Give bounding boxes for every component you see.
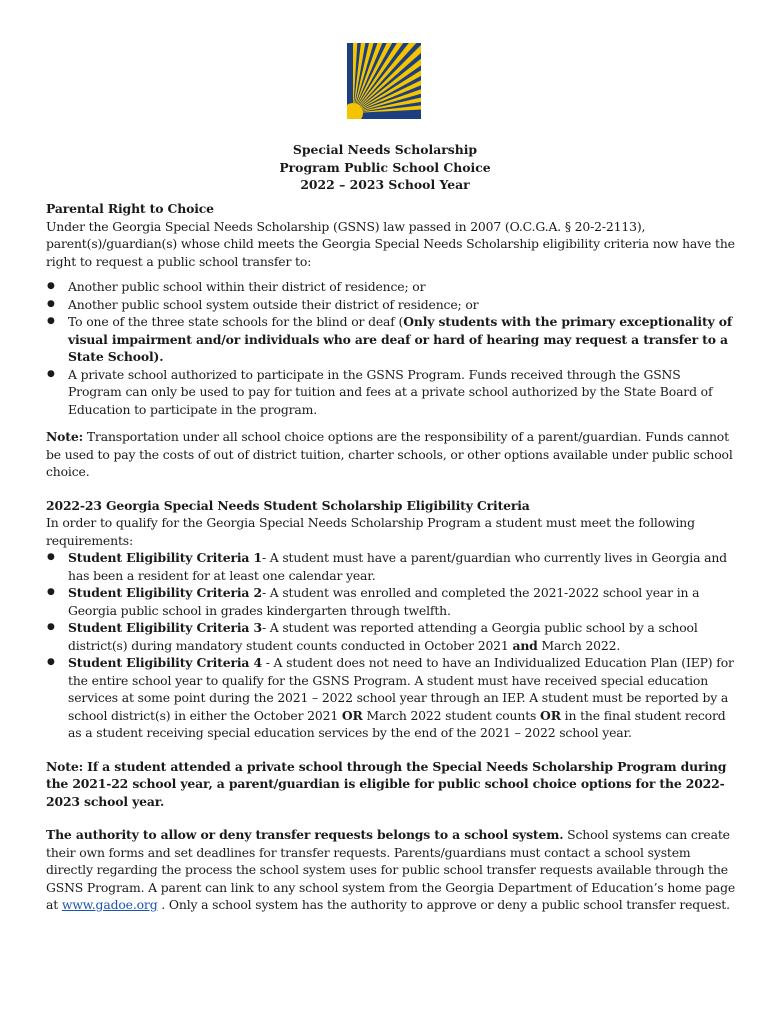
list-item: ● Student Eligibility Criteria 2- A student was enrolled and completed the 2021-2022 school year in a Georgia public school in grades kindergarten through twelfth. (46, 584, 736, 619)
eligibility-intro: In order to qualify for the Georgia Special Needs Scholarship Program a student must meet the following requirements: (46, 515, 695, 548)
parental-right-intro: Under the Georgia Special Needs Scholarship (GSNS) law passed in 2007 (O.C.G.A. § 20-2-2113), parent(s)/guardian(s) whose child meets the Georgia Special Needs Scholarship eligibility criteria now have the right to request a public school transfer to: (46, 218, 735, 269)
list-item: ● Student Eligibility Criteria 3- A student was reported attending a Georgia public school by a school district(s) during mandatory student counts conducted in October 2021 and March 2022. (46, 619, 736, 654)
list-item: ● A private school authorized to participate in the GSNS Program. Funds received through the GSNS Program can only be used to pay for tuition and fees at a private school authorized by the State Board of Education to participate in the program. (46, 366, 736, 419)
transfer-options-list (46, 278, 736, 418)
list-item: ● Another public school system outside their district of residence; or (46, 296, 736, 314)
document-body (46, 200, 736, 914)
document-title (0, 141, 770, 194)
georgia-doe-sunburst-logo (347, 43, 421, 119)
list-item: ● Student Eligibility Criteria 1- A student must have a parent/guardian who currently lives in Georgia and has been a resident for at least one calendar year. (46, 549, 736, 584)
gadoe-link[interactable]: www.gadoe.org (61, 897, 158, 912)
list-item: ● Student Eligibility Criteria 4 - A student does not need to have an Individualized Education Plan (IEP) for the entire school year to qualify for the GSNS Program. A student must have received special education services at some point during the 2021 – 2022 school year through an IEP. A student must be reported by a school district(s) in either the October 2021 OR March 2022 student counts OR in the final student record as a student receiving special education services by the end of the 2021 – 2022 school year. (46, 654, 736, 742)
transportation-note: Note: Transportation under all school choice options are the responsibility of a parent/guardian. Funds cannot be used to pay the costs of out of district tuition, charter schools, or other options available under public school choice. (46, 429, 733, 479)
list-item: ● Another public school within their district of residence; or (46, 278, 736, 296)
eligibility-heading: 2022-23 Georgia Special Needs Student Scholarship Eligibility Criteria (46, 497, 530, 513)
title-line-2: Program Public School Choice (279, 159, 491, 175)
title-line-3: 2022 – 2023 School Year (300, 177, 470, 192)
eligibility-criteria-list (46, 549, 736, 742)
list-item: ● To one of the three state schools for the blind or deaf (Only students with the primary exceptionality of visual impairment and/or individuals who are deaf or hard of hearing may request a transfer to a State School). (46, 313, 736, 366)
private-school-note: Note: If a student attended a private school through the Special Needs Scholarship Program during the 2021-22 school year, a parent/guardian is eligible for public school choice options for the 2022-2023 school year. (46, 758, 727, 809)
title-line-1: Special Needs Scholarship (292, 142, 478, 157)
parental-right-heading: Parental Right to Choice (46, 201, 214, 216)
authority-paragraph: The authority to allow or deny transfer requests belongs to a school system. School systems can create their own forms and set deadlines for transfer requests. Parents/guardians must contact a school system directly regarding the process the school system uses for public school transfer requests available through the GSNS Program. A parent can link to any school system from the Georgia Department of Education’s home page at www.gadoe.org . Only a school system has the authority to approve or deny a public school transfer request. (46, 827, 736, 912)
